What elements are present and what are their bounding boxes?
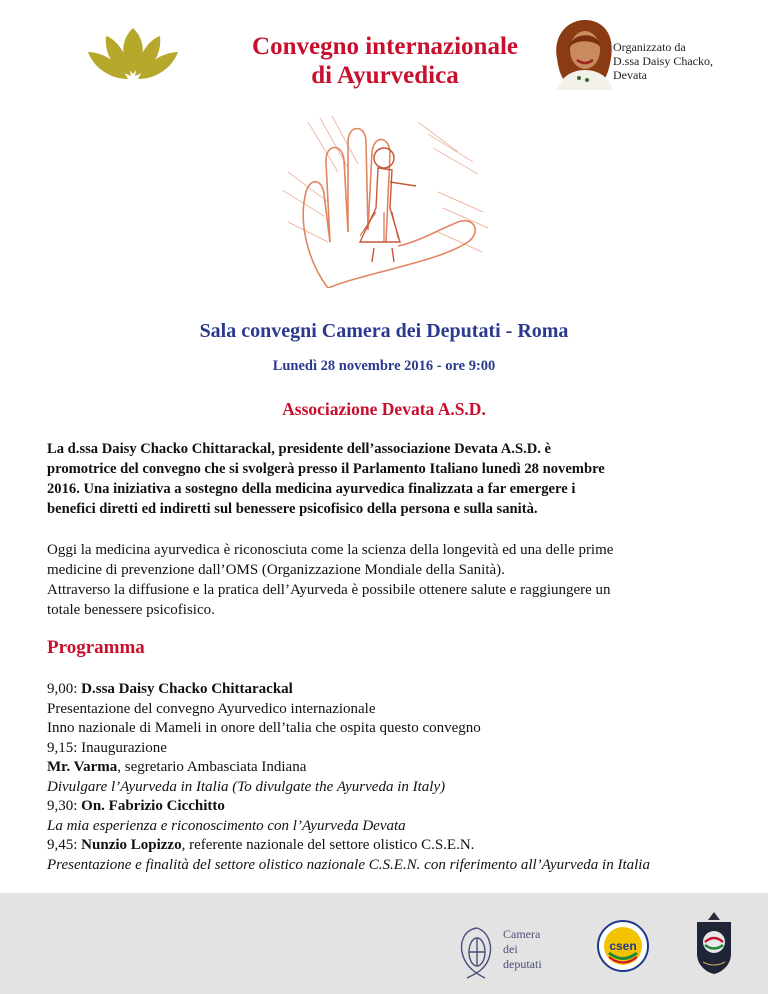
program-line (47, 778, 747, 798)
organizer-portrait (549, 18, 619, 90)
program-line (47, 797, 747, 817)
camera-deputati-emblem-icon (455, 924, 499, 982)
venue-heading: Sala convegni Camera dei Deputati - Roma (199, 320, 569, 342)
hand-dancer-illustration (268, 112, 500, 288)
intro-paragraph (47, 439, 727, 519)
camera-deputati-label (503, 927, 542, 972)
speaker-name: Nunzio Lopizzo (81, 837, 182, 853)
program-line (47, 817, 747, 837)
talk-title: La mia esperienza e riconoscimento con l’Ayurveda Devata (47, 817, 406, 834)
csen-badge-icon (597, 920, 649, 972)
camera-label-line: deputati (503, 957, 542, 971)
intro-line: La d.ssa Daisy Chacko Chittarackal, presidente dell’associazione Devata A.S.D. è (47, 441, 552, 457)
speaker-name: D.ssa Daisy Chacko Chittarackal (81, 681, 293, 697)
paragraph-line: totale benessere psicofisico. (47, 602, 215, 618)
talk-title: Presentazione e finalità del settore olistico nazionale C.S.E.N. con riferimento all’Ayurveda in Italia (47, 856, 650, 873)
program-line: Presentazione del convegno Ayurvedico internazionale (47, 700, 376, 717)
camera-label-line: Camera (503, 927, 541, 941)
program-line: 9,15: Inaugurazione (47, 739, 167, 756)
holistic-crest-icon (693, 910, 735, 976)
title-line-1: Convegno internazionale (252, 33, 518, 60)
lotus-logo-icon (84, 26, 182, 84)
camera-label-line: dei (503, 942, 518, 956)
program-line (47, 856, 747, 876)
time-label: 9,00: (47, 681, 82, 697)
intro-line: 2016. Una iniziativa a sostegno della medicina ayurvedica finalizzata a far emergere i (47, 481, 576, 497)
event-date: Lunedì 28 novembre 2016 - ore 9:00 (272, 358, 496, 374)
program-line (47, 680, 747, 700)
paragraph-line: Attraverso la diffusione e la pratica dell’Ayurveda è possibile ottenere salute e raggiungere un (47, 582, 611, 598)
intro-line: promotrice del convegno che si svolgerà presso il Parlamento Italiano lunedì 28 novembre (47, 461, 605, 477)
footer-band (0, 893, 768, 994)
intro-line: benefici diretti ed indiretti sul benessere psicofisico della persona e sulla sanità. (47, 501, 538, 517)
program-line (47, 758, 747, 778)
organizer-info (613, 40, 713, 82)
speaker-name: On. Fabrizio Cicchitto (81, 798, 225, 814)
organizer-line-2: D.ssa Daisy Chacko, (613, 54, 713, 68)
time-label: 9,30: (47, 798, 82, 814)
speaker-name: Mr. Varma (47, 759, 118, 775)
paragraph-ayurveda-practice (47, 580, 737, 620)
association-heading: Associazione Devata A.S.D. (282, 399, 486, 419)
program-line (47, 836, 747, 856)
speaker-role: , referente nazionale del settore olistico C.S.E.N. (181, 837, 475, 853)
paragraph-line: Oggi la medicina ayurvedica è riconosciuta come la scienza della longevità ed una delle prime (47, 542, 614, 558)
program-line: Inno nazionale di Mameli in onore dell’talia che ospita questo convegno (47, 720, 481, 736)
title-line-2: di Ayurvedica (311, 62, 459, 89)
csen-text: csen (609, 939, 637, 953)
event-title (230, 32, 540, 90)
paragraph-line: medicine di prevenzione dall’OMS (Organizzazione Mondiale della Sanità). (47, 562, 505, 578)
organizer-line-3: Devata (613, 68, 647, 82)
program-list (47, 680, 747, 875)
program-heading: Programma (47, 637, 145, 658)
time-label: 9,45: (47, 837, 82, 853)
organizer-line-1: Organizzato da (613, 40, 686, 54)
speaker-role: , segretario Ambasciata Indiana (117, 759, 307, 775)
talk-title: Divulgare l’Ayurveda in Italia (To divulgate the Ayurveda in Italy) (47, 778, 446, 795)
paragraph-ayurveda-recognition (47, 540, 737, 580)
